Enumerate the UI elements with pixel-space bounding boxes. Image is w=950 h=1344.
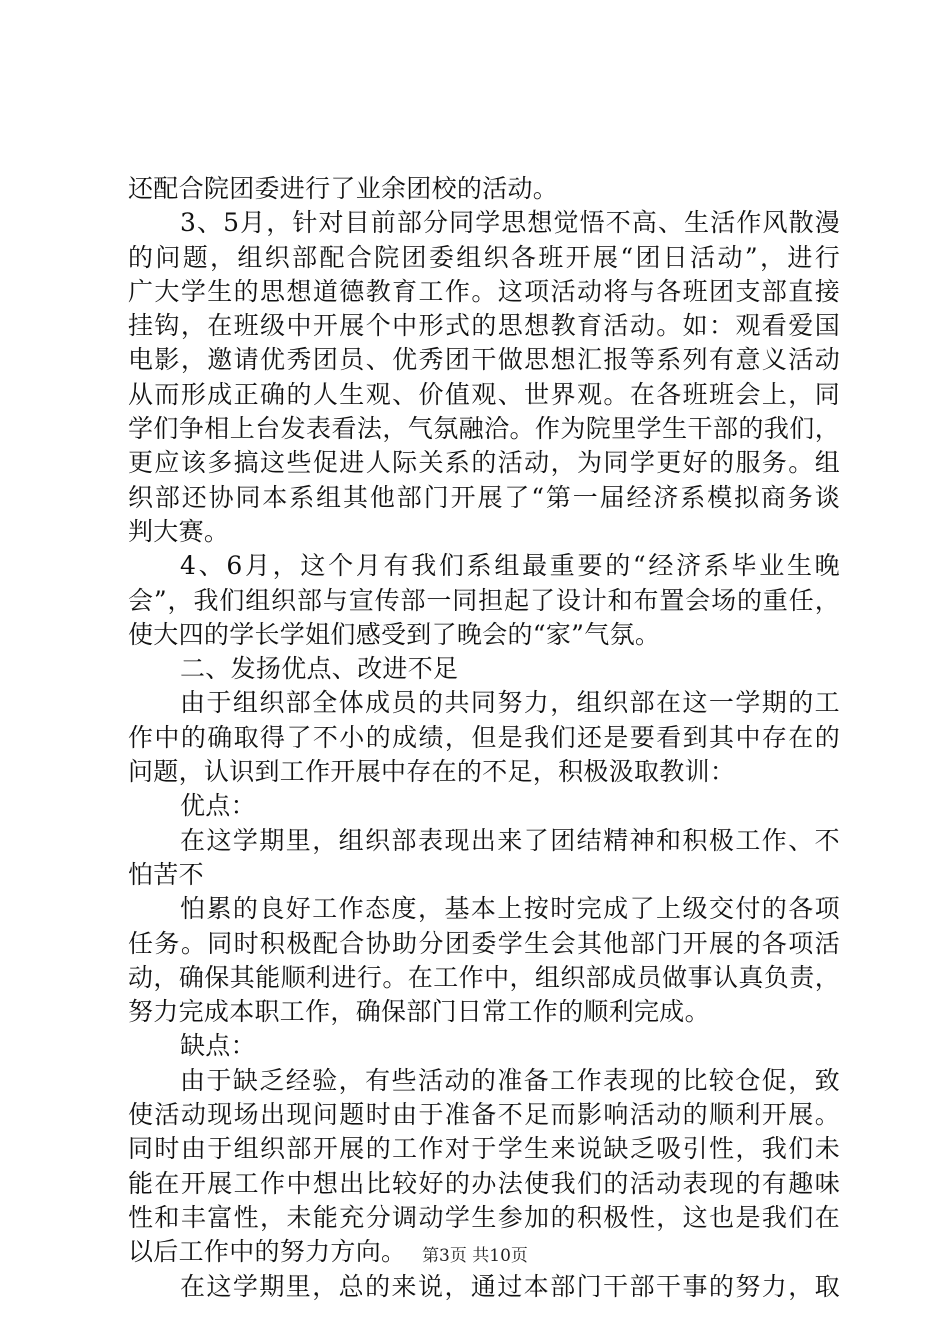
document-body [128, 172, 840, 1304]
text-line: 努力完成本职工作，确保部门日常工作的顺利完成。 [128, 997, 710, 1027]
text-line: 怕苦不 [128, 859, 204, 889]
text-line: 在这学期里，总的来说，通过本部门干部干事的努力，取 [180, 1271, 840, 1301]
text-line: 还配合院团委进行了业余团校的活动。 [128, 174, 559, 203]
text-line: 怕累的良好工作态度，基本上按时完成了上级交付的各项 [180, 894, 840, 924]
text-line: 会”，我们组织部与宣传部一同担起了设计和布置会场的重任， [128, 585, 840, 615]
text-line: 由于缺乏经验，有些活动的准备工作表现的比较仓促，致 [180, 1065, 840, 1095]
text-line: 性和丰富性，未能充分调动学生参加的积极性，这也是我们在 [128, 1202, 840, 1232]
page-number-label: 第3页 共10页 [422, 1246, 528, 1266]
text-line: 在这学期里，组织部表现出来了团结精神和积极工作、不 [180, 825, 840, 855]
text-line: 任务。同时积极配合协助分团委学生会其他部门开展的各项活 [128, 928, 840, 958]
text-line: 以后工作中的努力方向。 [128, 1237, 407, 1267]
text-line: 作中的确取得了不小的成绩，但是我们还是要看到其中存在的 [128, 722, 840, 752]
text-line: 二、发扬优点、改进不足 [180, 654, 459, 684]
text-line: 能在开展工作中想出比较好的办法使我们的活动表现的有趣味 [128, 1168, 840, 1198]
text-line: 由于组织部全体成员的共同努力，组织部在这一学期的工 [180, 688, 840, 718]
text-line: 缺点： [180, 1031, 256, 1061]
text-line: 4、6月，这个月有我们系组最重要的“经济系毕业生晚 [180, 551, 840, 581]
text-line: 3、5月，针对目前部分同学思想觉悟不高、生活作风散漫 [180, 208, 840, 238]
text-line: 挂钩，在班级中开展个中形式的思想教育活动。如：观看爱国 [128, 311, 840, 341]
text-line: 学们争相上台发表看法，气氛融洽。作为院里学生干部的我们， [128, 414, 840, 444]
text-line: 问题，认识到工作开展中存在的不足，积极汲取教训： [128, 757, 736, 787]
text-line: 织部还协同本系组其他部门开展了“第一届经济系模拟商务谈 [128, 482, 840, 512]
text-line: 从而形成正确的人生观、价值观、世界观。在各班班会上，同 [128, 379, 840, 409]
text-line: 广大学生的思想道德教育工作。这项活动将与各班团支部直接 [128, 276, 840, 306]
text-line: 电影，邀请优秀团员、优秀团干做思想汇报等系列有意义活动 [128, 345, 840, 375]
text-line: 更应该多搞这些促进人际关系的活动，为同学更好的服务。组 [128, 448, 840, 478]
text-line: 优点： [180, 791, 256, 821]
text-line: 动，确保其能顺利进行。在工作中，组织部成员做事认真负责， [128, 962, 840, 992]
text-line: 判大赛。 [128, 516, 230, 546]
text-line: 使大四的学长学姐们感受到了晚会的“家”气氛。 [128, 619, 661, 649]
page-footer [0, 1245, 950, 1267]
text-line: 使活动现场出现问题时由于准备不足而影响活动的顺利开展。 [128, 1100, 840, 1130]
text-line: 同时由于组织部开展的工作对于学生来说缺乏吸引性，我们未 [128, 1134, 840, 1164]
text-line: 的问题，组织部配合院团委组织各班开展“团日活动”，进行 [128, 242, 840, 272]
